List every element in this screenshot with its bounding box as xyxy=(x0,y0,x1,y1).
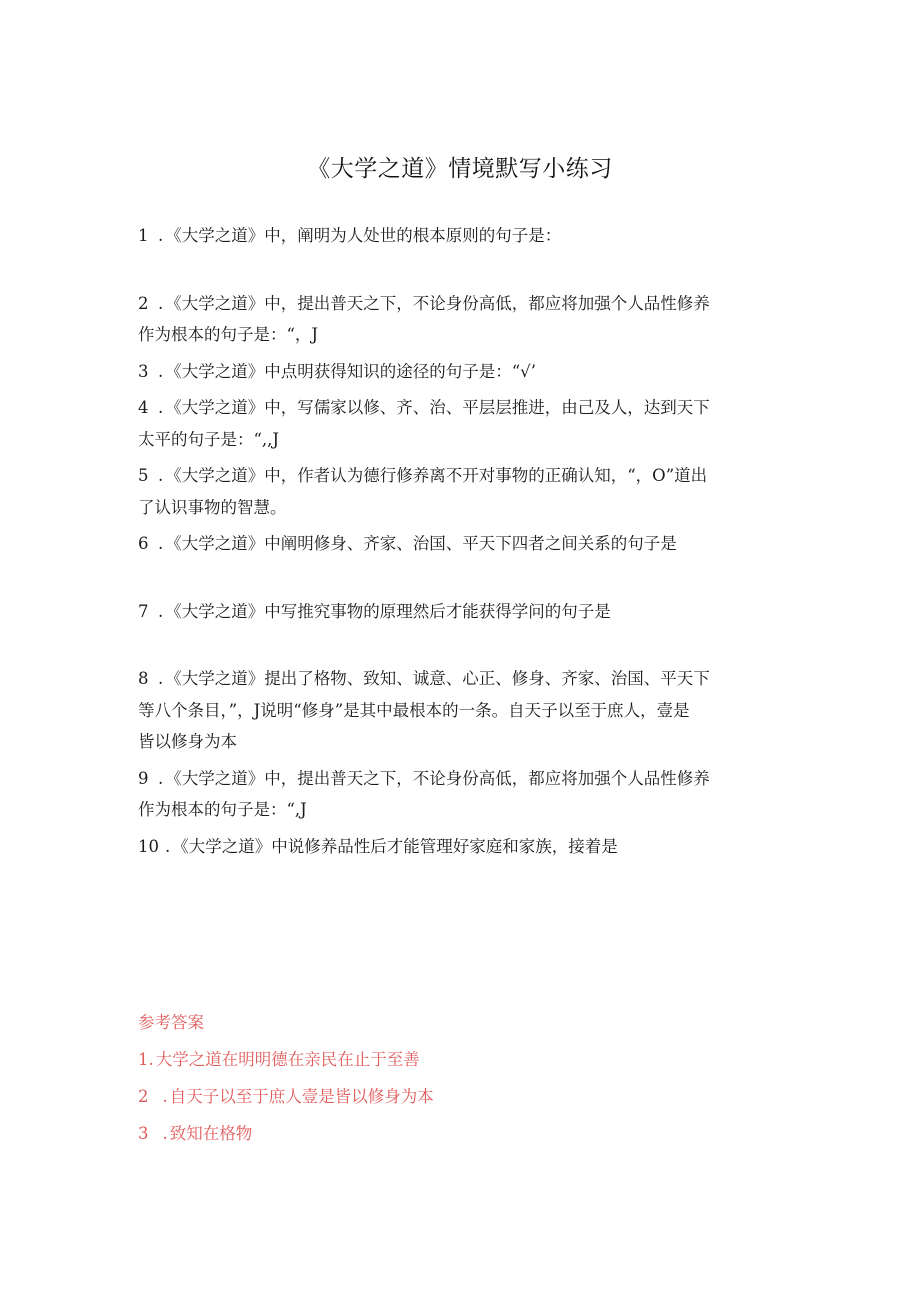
answer-separator: . xyxy=(162,1087,168,1106)
answer-number: 2 xyxy=(138,1087,149,1106)
answer-separator: . xyxy=(148,1050,154,1069)
question-line xyxy=(138,596,788,628)
question-number: 4 xyxy=(138,398,149,417)
answer-1 xyxy=(138,1041,788,1078)
question-5 xyxy=(138,460,788,523)
question-number: 10 xyxy=(138,836,159,856)
question-separator: . xyxy=(158,226,164,245)
question-8 xyxy=(138,663,788,758)
question-separator: . xyxy=(158,293,164,313)
question-list xyxy=(138,220,788,862)
question-number: 2 xyxy=(138,293,149,313)
question-separator: . xyxy=(158,398,164,417)
question-3 xyxy=(138,356,788,388)
question-text: 《大学之道》中，作者认为德行修养离不开对事物的正确认知，“，O”道出 xyxy=(165,466,708,485)
question-separator: . xyxy=(165,836,171,856)
question-line xyxy=(138,663,788,695)
question-text: 《大学之道》中阐明修身、齐家、治国、平天下四者之间关系的句子是 xyxy=(165,534,677,553)
question-text: 《大学之道》中，提出普天之下，不论身份高低，都应将加强个人品性修养 xyxy=(165,293,710,313)
question-line: 了认识事物的智慧。 xyxy=(138,497,287,517)
answer-number: 1 xyxy=(138,1050,149,1069)
question-number: 7 xyxy=(138,601,149,621)
question-text: 《大学之道》中，写儒家以修、齐、治、平层层推进，由己及人，达到天下 xyxy=(165,398,710,417)
question-2 xyxy=(138,288,788,351)
answer-number: 3 xyxy=(138,1124,149,1143)
question-line: 作为根本的句子是：“，J xyxy=(138,325,319,344)
question-1 xyxy=(138,220,788,252)
question-text: 《大学之道》中，阐明为人处世的根本原则的句子是： xyxy=(165,226,562,245)
answer-section xyxy=(138,1004,788,1152)
question-7 xyxy=(138,596,788,628)
question-separator: . xyxy=(158,534,164,553)
page-title: 《大学之道》情境默写小练习 xyxy=(307,156,613,182)
question-separator: . xyxy=(158,669,164,688)
question-line xyxy=(138,763,788,795)
question-line xyxy=(138,356,788,388)
question-number: 1 xyxy=(138,226,149,245)
question-line xyxy=(138,831,788,863)
answer-text: 大学之道在明明德在亲民在止于至善 xyxy=(155,1050,420,1069)
question-10 xyxy=(138,831,788,863)
answer-text: 致知在格物 xyxy=(169,1124,253,1143)
question-line: 皆以修身为本 xyxy=(138,732,237,751)
question-line xyxy=(138,288,788,320)
question-line xyxy=(138,528,788,560)
question-line xyxy=(138,392,788,424)
question-number: 9 xyxy=(138,768,149,788)
question-text: 《大学之道》中写推究事物的原理然后才能获得学问的句子是 xyxy=(165,601,611,621)
question-separator: . xyxy=(158,361,164,381)
question-separator: . xyxy=(158,768,164,788)
question-number: 8 xyxy=(138,669,149,688)
question-number: 3 xyxy=(138,361,149,381)
question-9 xyxy=(138,763,788,826)
question-separator: . xyxy=(158,466,164,485)
question-separator: . xyxy=(158,601,164,621)
question-number: 6 xyxy=(138,534,149,553)
answer-heading: 参考答案 xyxy=(138,1013,204,1032)
question-line: 作为根本的句子是：“,J xyxy=(138,800,307,819)
question-text: 《大学之道》提出了格物、致知、诚意、心正、修身、齐家、治国、平天下 xyxy=(165,669,710,688)
question-line xyxy=(138,220,788,252)
question-number: 5 xyxy=(138,466,149,485)
question-text: 《大学之道》中说修养品性后才能管理好家庭和家族，接着是 xyxy=(172,836,618,856)
answer-3 xyxy=(138,1115,788,1152)
question-line xyxy=(138,460,788,492)
question-6 xyxy=(138,528,788,560)
answer-2 xyxy=(138,1078,788,1115)
question-text: 《大学之道》中，提出普天之下，不论身份高低，都应将加强个人品性修养 xyxy=(165,768,710,788)
question-text: 《大学之道》中点明获得知识的途径的句子是：“√’ xyxy=(165,361,536,381)
question-line: 太平的句子是：“,,J xyxy=(138,429,280,449)
question-4 xyxy=(138,392,788,455)
answer-separator: . xyxy=(162,1124,168,1143)
answer-text: 自天子以至于庶人壹是皆以修身为本 xyxy=(169,1087,434,1106)
question-line: 等八个条目，”，J说明“修身”是其中最根本的一条。自天子以至于庶人，壹是 xyxy=(138,700,690,720)
